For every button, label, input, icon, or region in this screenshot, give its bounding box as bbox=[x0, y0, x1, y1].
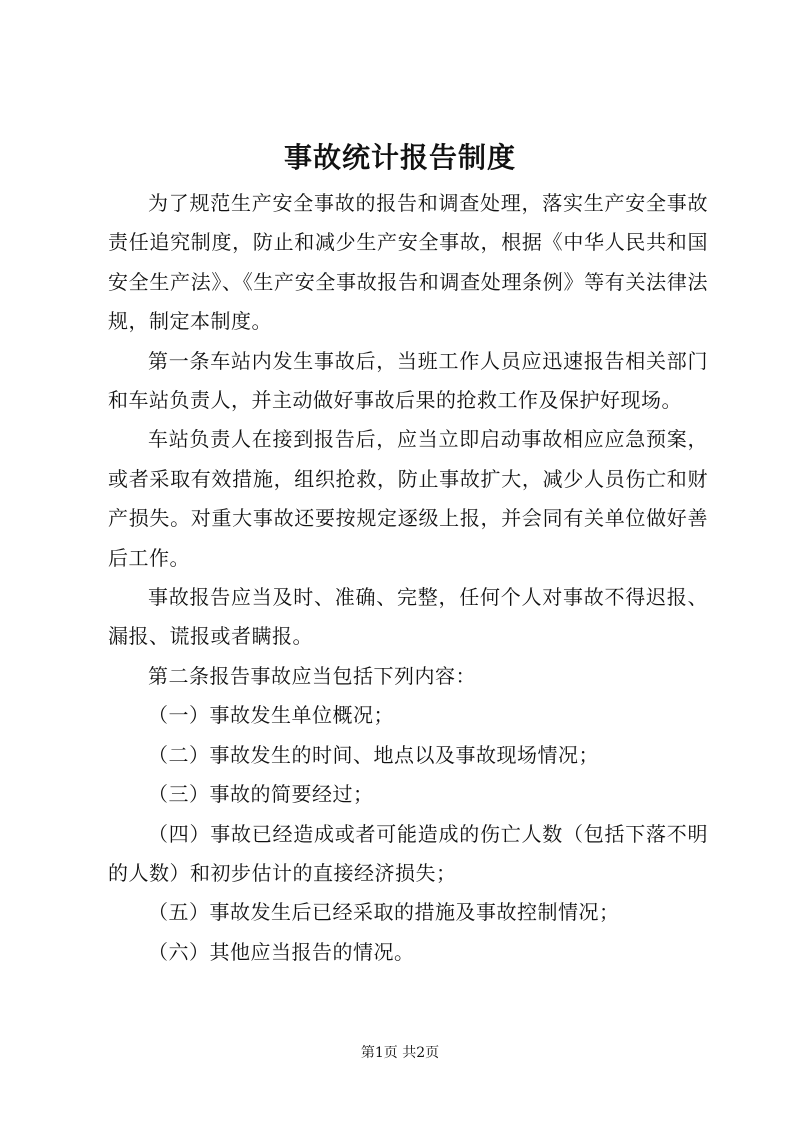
paragraph-station-head: 车站负责人在接到报告后，应当立即启动事故相应应急预案，或者采取有效措施，组织抢救，防止事故扩大，减少人员伤亡和财产损失。对重大事故还要按规定逐级上报，并会同有关单位做好善后工作。 bbox=[108, 427, 708, 570]
page-number-footer: 第1页 共2页 bbox=[360, 1045, 440, 1061]
list-item-6: （六）其他应当报告的情况。 bbox=[148, 939, 415, 964]
document-title: 事故统计报告制度 bbox=[283, 141, 516, 174]
list-item-2: （二）事故发生的时间、地点以及事故现场情况； bbox=[148, 742, 599, 767]
list-item-1: （一）事故发生单位概况； bbox=[148, 703, 394, 728]
paragraph-article-2: 第二条报告事故应当包括下列内容： bbox=[148, 663, 476, 688]
paragraph-article-1: 第一条车站内发生事故后，当班工作人员应迅速报告相关部门和车站负责人，并主动做好事故后果的抢救工作及保护好现场。 bbox=[108, 348, 708, 413]
list-item-4: （四）事故已经造成或者可能造成的伤亡人数（包括下落不明的人数）和初步估计的直接经济损失； bbox=[108, 821, 708, 885]
list-item-5: （五）事故发生后已经采取的措施及事故控制情况； bbox=[148, 900, 620, 925]
paragraph-reporting-rule: 事故报告应当及时、准确、完整，任何个人对事故不得迟报、漏报、谎报或者瞒报。 bbox=[108, 585, 708, 649]
paragraph-preamble: 为了规范生产安全事故的报告和调查处理，落实生产安全事故责任追究制度，防止和减少生产安全事故，根据《中华人民共和国安全生产法》、《生产安全事故报告和调查处理条例》等有关法律法规，制定本制度。 bbox=[108, 191, 708, 334]
document-body bbox=[108, 184, 708, 972]
list-item-3: （三）事故的简要经过； bbox=[148, 782, 374, 807]
